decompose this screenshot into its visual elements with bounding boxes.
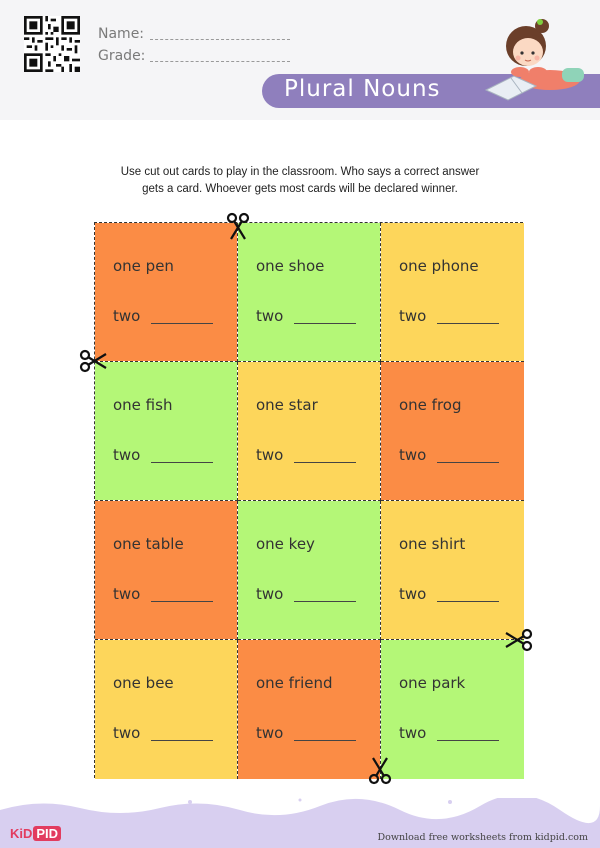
card-two-label: two [256, 307, 284, 325]
scissors-icon [365, 755, 395, 785]
card-noun: one friend [256, 674, 333, 692]
card-background [238, 362, 380, 500]
logo-pid: PID [33, 826, 61, 841]
card-noun: one shoe [256, 257, 325, 275]
card[interactable] [95, 362, 238, 501]
card-noun: one bee [113, 674, 174, 692]
card[interactable] [238, 223, 381, 362]
scissors-icon [223, 212, 253, 242]
grade-field[interactable] [98, 48, 290, 64]
answer-blank[interactable] [437, 323, 499, 324]
card[interactable] [95, 640, 238, 779]
card-background [238, 223, 380, 361]
card-background [95, 362, 237, 500]
answer-blank[interactable] [294, 740, 356, 741]
card[interactable] [95, 223, 238, 362]
card-background [381, 501, 524, 639]
card-noun: one park [399, 674, 466, 692]
card-noun: one key [256, 535, 315, 553]
card-background [381, 362, 524, 500]
instructions [60, 164, 540, 198]
answer-blank[interactable] [151, 462, 213, 463]
card-background [95, 223, 237, 361]
card-noun: one fish [113, 396, 173, 414]
answer-blank[interactable] [294, 601, 356, 602]
card[interactable] [381, 501, 524, 640]
answer-blank[interactable] [294, 462, 356, 463]
kidpid-logo [10, 826, 61, 841]
grade-line[interactable] [150, 61, 290, 62]
card-grid [94, 222, 523, 778]
card-two-label: two [256, 585, 284, 603]
page-title: Plural Nouns [284, 76, 441, 102]
card-noun: one phone [399, 257, 479, 275]
card-two-label: two [113, 307, 141, 325]
card-two-label: two [256, 446, 284, 464]
qr-code-icon [24, 16, 80, 72]
card-two-label: two [113, 446, 141, 464]
answer-blank[interactable] [437, 462, 499, 463]
worksheet-header [0, 0, 600, 120]
card-two-label: two [256, 724, 284, 742]
card[interactable] [381, 223, 524, 362]
card-noun: one star [256, 396, 318, 414]
card[interactable] [381, 362, 524, 501]
card-background [381, 640, 524, 779]
instructions-line-2: gets a card. Whoever gets most cards will be declared winner. [142, 183, 458, 195]
card-background [238, 640, 380, 779]
card[interactable] [95, 501, 238, 640]
answer-blank[interactable] [151, 323, 213, 324]
card-two-label: two [399, 585, 427, 603]
card-two-label: two [113, 724, 141, 742]
card[interactable] [238, 362, 381, 501]
name-label: Name: [98, 26, 145, 42]
girl-reading-illustration [484, 6, 594, 102]
card-noun: one shirt [399, 535, 466, 553]
card-background [238, 501, 380, 639]
grade-label: Grade: [98, 48, 146, 64]
card-two-label: two [399, 446, 427, 464]
answer-blank[interactable] [151, 601, 213, 602]
card-two-label: two [113, 585, 141, 603]
card-background [95, 501, 237, 639]
card-noun: one table [113, 535, 184, 553]
answer-blank[interactable] [151, 740, 213, 741]
scissors-icon [503, 625, 533, 655]
card-two-label: two [399, 724, 427, 742]
scissors-icon [79, 346, 109, 376]
answer-blank[interactable] [437, 740, 499, 741]
answer-blank[interactable] [294, 323, 356, 324]
name-field[interactable] [98, 26, 290, 42]
card[interactable] [238, 501, 381, 640]
logo-kid: KiD [10, 826, 33, 841]
card-noun: one frog [399, 396, 462, 414]
card-background [95, 640, 237, 779]
card[interactable] [381, 640, 524, 779]
answer-blank[interactable] [437, 601, 499, 602]
instructions-line-1: Use cut out cards to play in the classroom. Who says a correct answer [120, 166, 480, 178]
card[interactable] [238, 640, 381, 779]
download-note[interactable]: Download free worksheets from kidpid.com [377, 832, 588, 843]
card-noun: one pen [113, 257, 174, 275]
card-two-label: two [399, 307, 427, 325]
name-line[interactable] [150, 39, 290, 40]
card-background [381, 223, 524, 361]
